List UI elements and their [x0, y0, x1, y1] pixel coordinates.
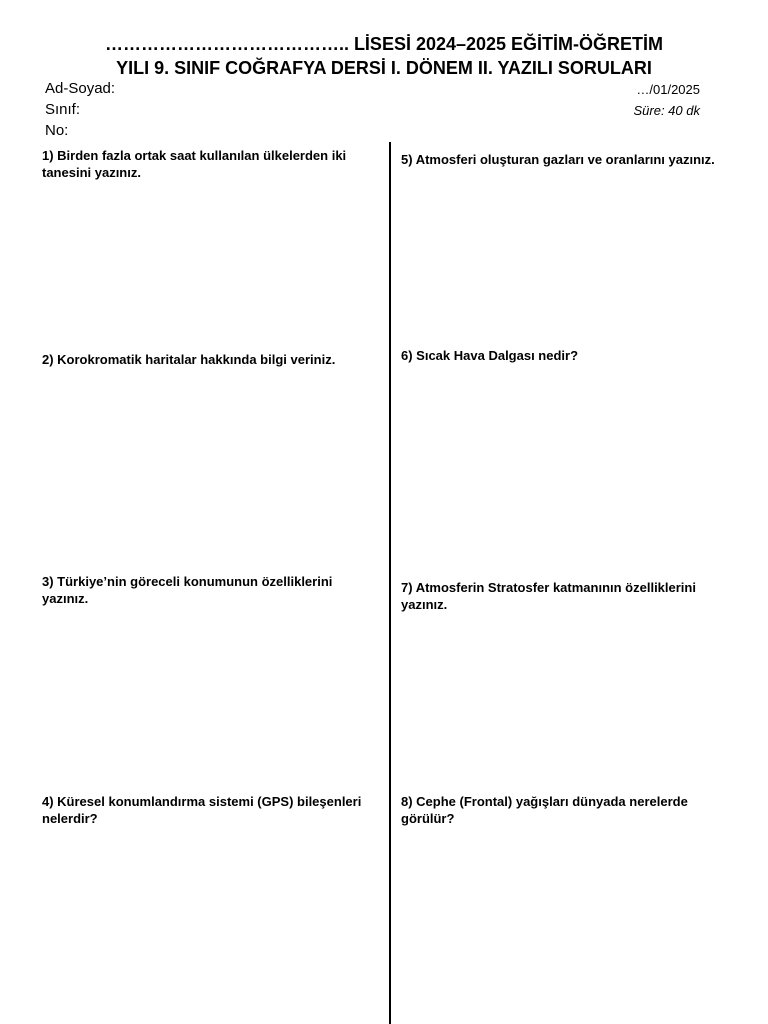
question-2: 2) Korokromatik haritalar hakkında bilgi veriniz.	[42, 352, 336, 367]
question-5: 5) Atmosferi oluşturan gazları ve oranlarını yazınız.	[401, 152, 715, 167]
question-6: 6) Sıcak Hava Dalgası nedir?	[401, 348, 579, 363]
exam-duration: Süre: 40 dk	[633, 103, 700, 118]
name-label: Ad-Soyad:	[45, 80, 116, 97]
class-label: Sınıf:	[45, 101, 81, 118]
exam-title-line-1: ………………………………….. LİSESİ 2024–2025 EĞİTİM-ÖĞRETİM	[104, 34, 664, 54]
question-4: 4) Küresel konumlandırma sistemi (GPS) bileşenleri nelerdir?	[42, 794, 362, 826]
question-8: 8) Cephe (Frontal) yağışları dünyada nerelerde görülür?	[401, 794, 688, 826]
exam-title-line-2: YILI 9. SINIF COĞRAFYA DERSİ I. DÖNEM II. YAZILI SORULARI	[116, 58, 652, 78]
number-label: No:	[45, 122, 69, 139]
question-1: 1) Birden fazla ortak saat kullanılan ülkelerden iki tanesini yazınız.	[42, 148, 347, 180]
question-3: 3) Türkiye’nin göreceli konumunun özelliklerini yazınız.	[42, 574, 333, 606]
exam-date: …/01/2025	[636, 82, 700, 97]
column-divider	[389, 142, 391, 1024]
question-7: 7) Atmosferin Stratosfer katmanının özelliklerini yazınız.	[401, 580, 696, 612]
